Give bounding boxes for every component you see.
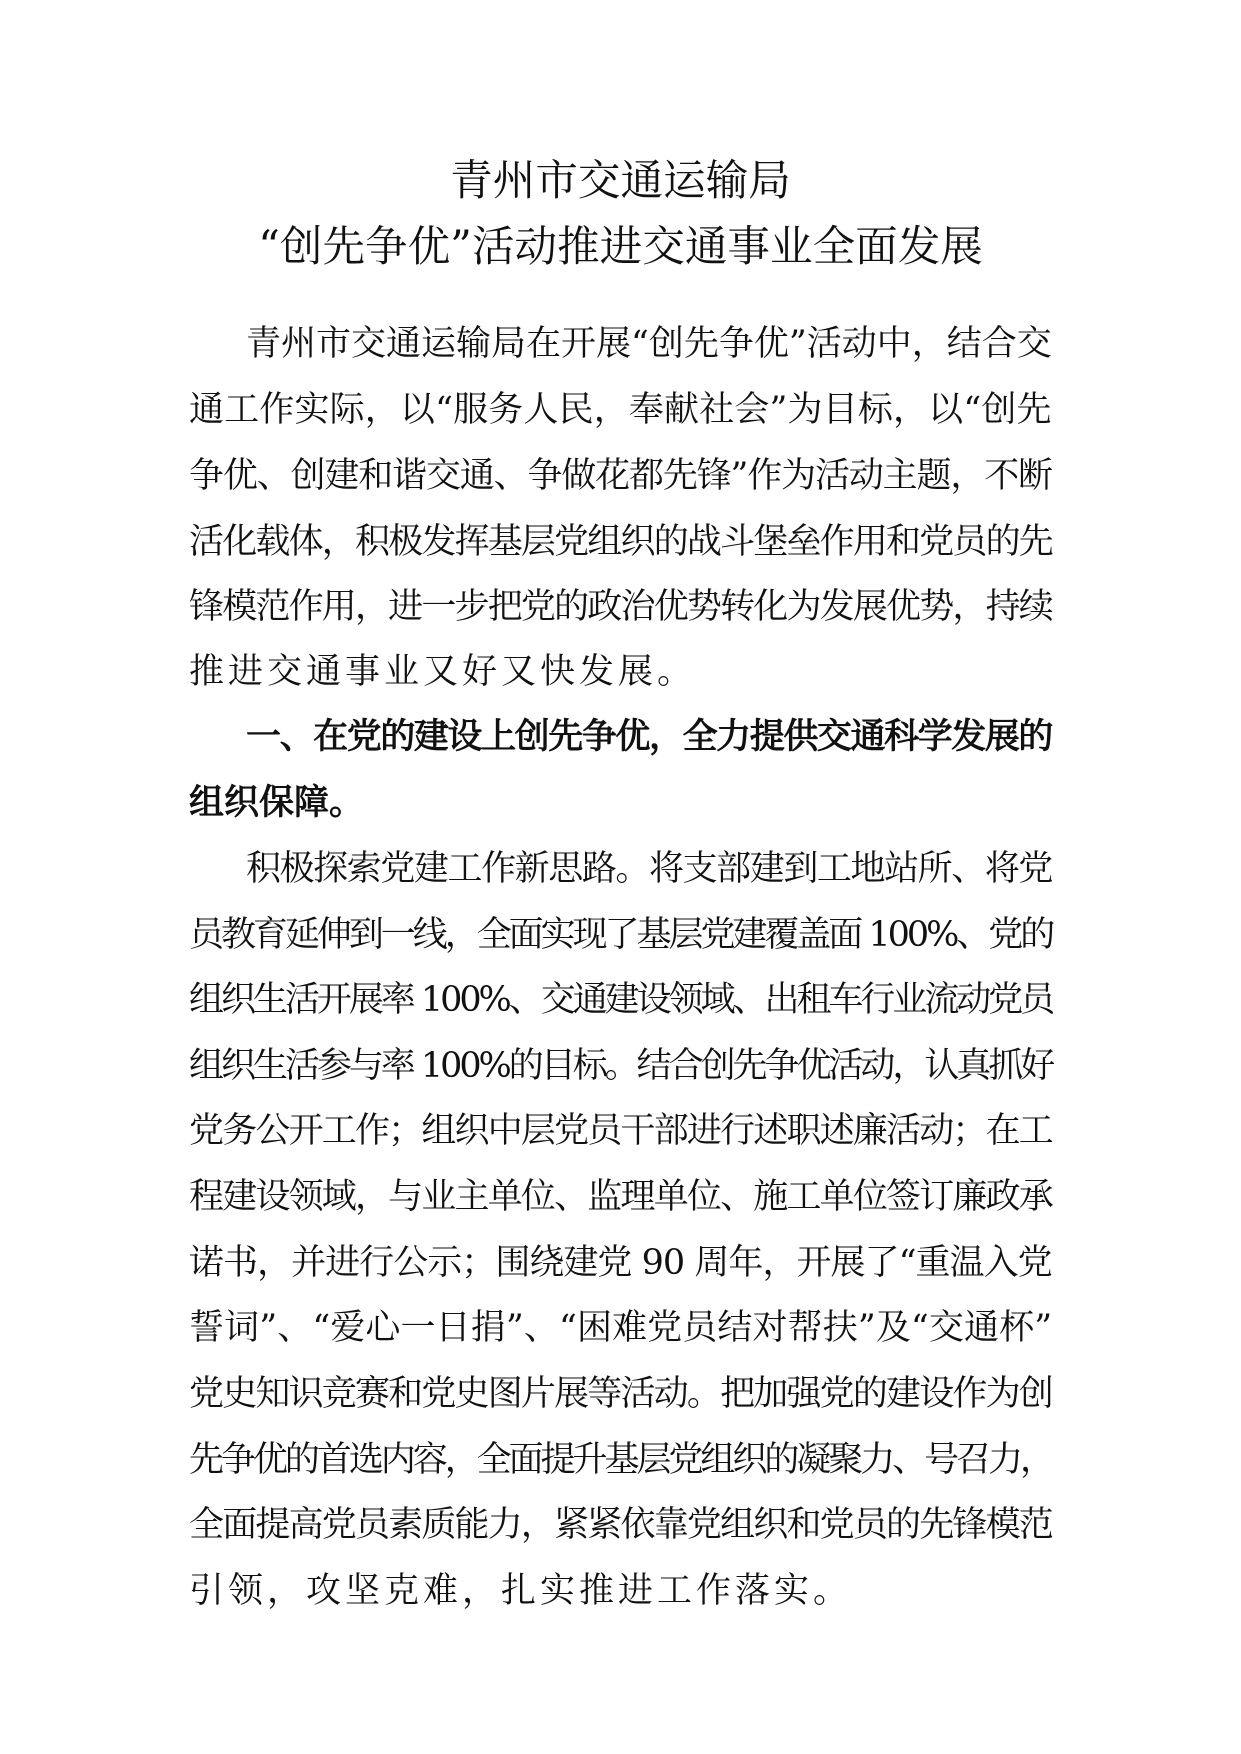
para2-line: 全面提高党员素质能力，紧紧依靠党组织和党员的先锋模范 — [189, 1505, 1053, 1545]
para2-line: 诺书，并进行公示；围绕建党 90 周年，开展了“重温入党 — [189, 1243, 1052, 1283]
para2-line: 组织生活参与率 100%的目标。结合创先争优活动，认真抓好 — [189, 1046, 1053, 1086]
para2-line: 组织生活开展率 100%、交通建设领域、出租车行业流动党员 — [189, 980, 1053, 1020]
para2-line: 先争优的首选内容，全面提升基层党组织的凝聚力、号召力， — [189, 1440, 1053, 1480]
section-heading-1: 一、在党的建设上创先争优，全力提供交通科学发展的 — [246, 717, 1053, 757]
para1-line: 锋模范作用，进一步把党的政治优势转化为发展优势，持续 — [189, 587, 1053, 627]
para2-line: 程建设领域，与业主单位、监理单位、施工单位签订廉政承 — [189, 1177, 1053, 1217]
para2-line: 员教育延伸到一线，全面实现了基层党建覆盖面 100%、党的 — [189, 915, 1053, 955]
para2-line: 党务公开工作；组织中层党员干部进行述职述廉活动；在工 — [189, 1111, 1053, 1151]
para1-line: 推进交通事业又好又快发展。 — [189, 652, 697, 692]
title-line-1: 青州市交通运输局 — [450, 156, 791, 206]
para2-line: 积极探索党建工作新思路。将支部建到工地站所、将党 — [246, 849, 1053, 889]
para2-line: 党史知识竞赛和党史图片展等活动。把加强党的建设作为创 — [189, 1374, 1053, 1414]
para1-line: 通工作实际，以“服务人民，奉献社会”为目标，以“创先 — [189, 390, 1052, 430]
para2-line: 誓词”、“爱心一日捐”、“困难党员结对帮扶”及“交通杯” — [189, 1308, 1053, 1348]
para1-line: 活化载体，积极发挥基层党组织的战斗堡垒作用和党员的先 — [189, 522, 1053, 562]
para1-line: 青州市交通运输局在开展“创先争优”活动中，结合交 — [246, 324, 1052, 364]
title-line-2: “创先争优”活动推进交通事业全面发展 — [258, 222, 983, 272]
para1-line: 争优、创建和谐交通、争做花都先锋”作为活动主题，不断 — [189, 456, 1052, 496]
section-heading-1-cont: 组织保障。 — [189, 783, 365, 823]
para2-line: 引领，攻坚克难，扎实推进工作落实。 — [189, 1571, 853, 1611]
